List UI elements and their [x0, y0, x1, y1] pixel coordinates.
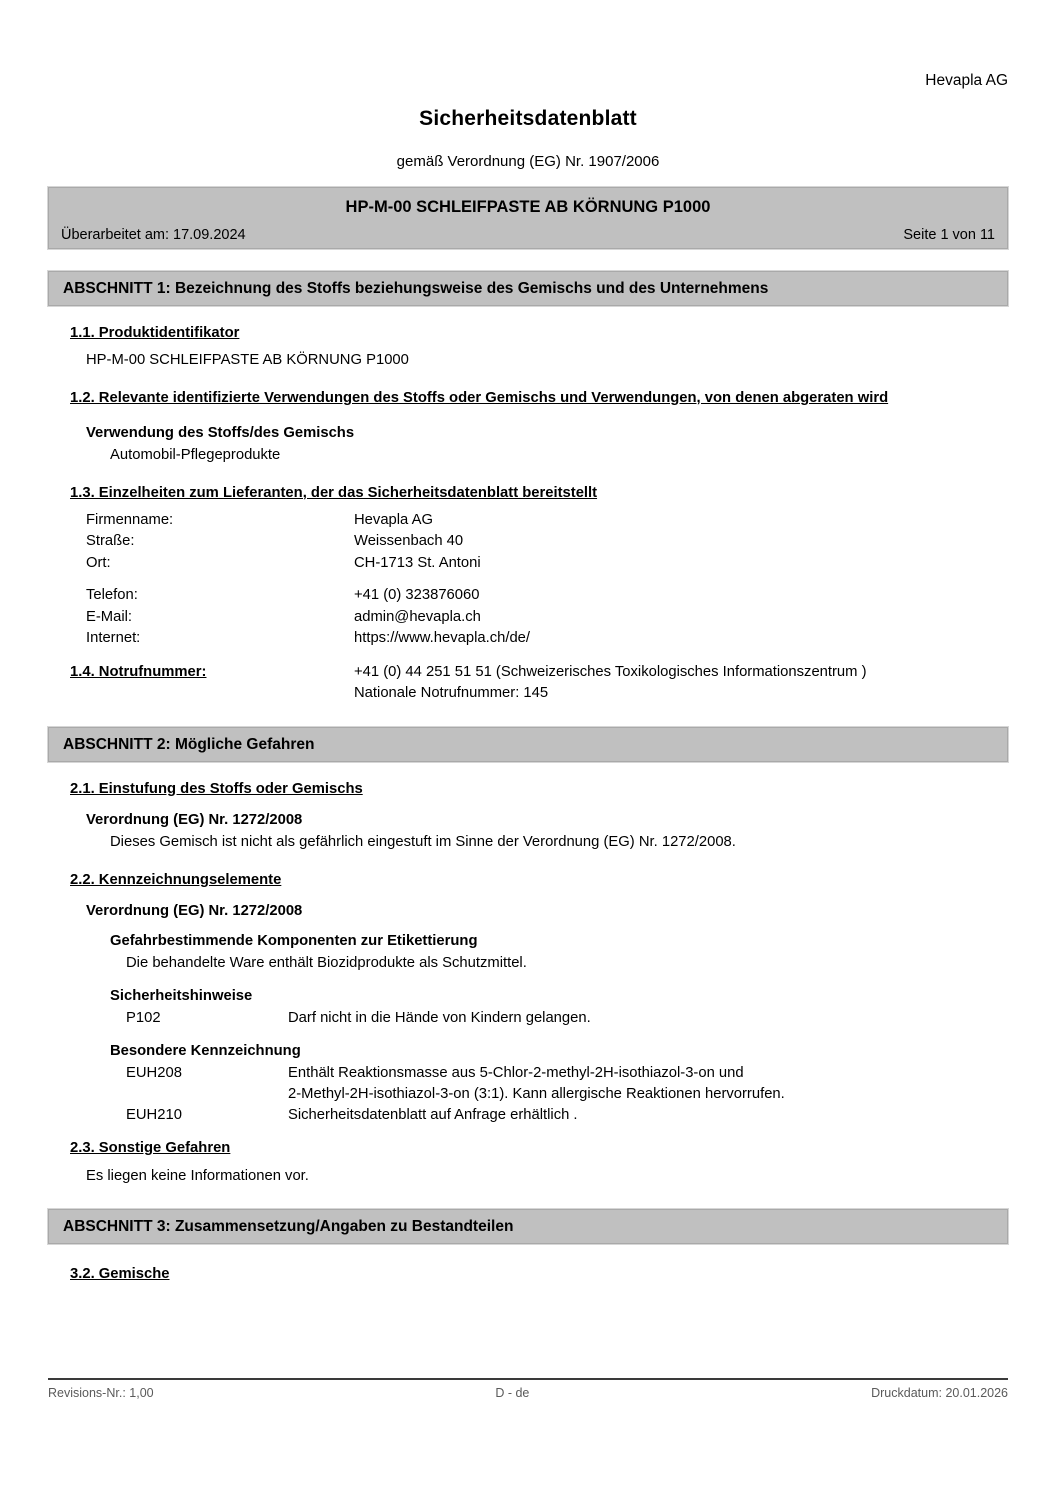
heading-2-1: 2.1. Einstufung des Stoffs oder Gemischs — [70, 780, 363, 797]
contact-value: +41 (0) 323876060 — [354, 587, 480, 604]
document-meta-row — [61, 227, 995, 243]
footer-divider — [48, 1378, 1008, 1380]
supplier-row — [86, 510, 1008, 531]
section-1-header: ABSCHNITT 1: Bezeichnung des Stoffs beziehungsweise des Gemischs und des Unternehmens — [48, 271, 1008, 306]
page-content — [48, 0, 1008, 1285]
precautionary-text: Darf nicht in die Hände von Kindern gelangen. — [288, 1010, 591, 1027]
supplier-value: Weissenbach 40 — [354, 533, 464, 550]
special-labelling-text — [288, 1063, 1008, 1105]
heading-1-1: 1.1. Produktidentifikator — [70, 324, 240, 341]
supplier-label: Firmenname: — [86, 511, 174, 528]
special-labelling-code: EUH208 — [126, 1065, 182, 1082]
footer-language-code: D - de — [495, 1386, 530, 1400]
special-labelling-code: EUH210 — [126, 1107, 182, 1124]
revision-date: Überarbeitet am: 17.09.2024 — [61, 227, 246, 244]
emergency-number-row — [70, 662, 1008, 705]
contact-row — [86, 628, 1008, 649]
heading-precautionary-statements: Sicherheitshinweise — [110, 988, 253, 1005]
heading-1-2: 1.2. Relevante identifizierte Verwendungen des Stoffs oder Gemischs und Verwendungen, von denen abgeraten wird — [70, 390, 889, 407]
page-number: Seite 1 von 11 — [903, 227, 995, 244]
heading-special-labelling: Besondere Kennzeichnung — [110, 1043, 301, 1060]
hazard-components-text: Die behandelte Ware enthält Biozidprodukte als Schutzmittel. — [126, 955, 527, 972]
product-title-box — [48, 187, 1008, 249]
contact-label: E-Mail: — [86, 608, 133, 625]
footer-print-date: Druckdatum: 20.01.2026 — [871, 1386, 1008, 1400]
contact-label: Telefon: — [86, 587, 138, 604]
contact-label: Internet: — [86, 630, 141, 647]
heading-clp-regulation-labelling: Verordnung (EG) Nr. 1272/2008 — [86, 903, 303, 920]
classification-text: Dieses Gemisch ist nicht als gefährlich eingestuft im Sinne der Verordnung (EG) Nr. 1272/2008. — [110, 834, 736, 851]
supplier-details — [86, 510, 1008, 650]
section-3-header: ABSCHNITT 3: Zusammensetzung/Angaben zu Bestandteilen — [48, 1209, 1008, 1244]
special-labelling-row — [126, 1063, 1008, 1105]
heading-2-2: 2.2. Kennzeichnungselemente — [70, 872, 282, 889]
precautionary-code: P102 — [126, 1010, 161, 1027]
contact-row — [86, 607, 1008, 628]
heading-clp-regulation-classification: Verordnung (EG) Nr. 1272/2008 — [86, 812, 303, 829]
heading-3-2: 3.2. Gemische — [70, 1265, 170, 1282]
emergency-number-line-2: Nationale Notrufnummer: 145 — [354, 685, 549, 702]
heading-1-3: 1.3. Einzelheiten zum Lieferanten, der das Sicherheitsdatenblatt bereitstellt — [70, 484, 598, 501]
heading-2-3: 2.3. Sonstige Gefahren — [70, 1140, 231, 1157]
product-name: HP-M-00 SCHLEIFPASTE AB KÖRNUNG P1000 — [345, 197, 711, 216]
document-subtitle: gemäß Verordnung (EG) Nr. 1907/2006 — [396, 152, 660, 170]
page-footer — [48, 1378, 1008, 1400]
spacer — [86, 574, 1008, 585]
supplier-row — [86, 553, 1008, 574]
supplier-row — [86, 531, 1008, 552]
contact-website-value[interactable]: https://www.hevapla.ch/de/ — [354, 630, 531, 647]
company-name-header: Hevapla AG — [925, 72, 1008, 89]
contact-email-value[interactable]: admin@hevapla.ch — [354, 608, 481, 625]
special-labelling-text: Sicherheitsdatenblatt auf Anfrage erhältlich . — [288, 1107, 578, 1124]
product-identifier-value: HP-M-00 SCHLEIFPASTE AB KÖRNUNG P1000 — [86, 352, 409, 369]
heading-1-4: 1.4. Notrufnummer: — [70, 663, 207, 680]
supplier-value: Hevapla AG — [354, 511, 433, 528]
emergency-number-values — [354, 662, 1008, 705]
other-hazards-text: Es liegen keine Informationen vor. — [86, 1167, 309, 1184]
footer-revision-number: Revisions-Nr.: 1,00 — [48, 1386, 154, 1400]
heading-use-of-substance: Verwendung des Stoffs/des Gemischs — [86, 424, 355, 441]
use-of-substance-value: Automobil-Pflegeprodukte — [110, 446, 281, 463]
document-title: Sicherheitsdatenblatt — [419, 106, 637, 130]
section-2-header: ABSCHNITT 2: Mögliche Gefahren — [48, 727, 1008, 762]
footer-row — [48, 1386, 1008, 1400]
special-labelling-text-line-2: 2-Methyl-2H-isothiazol-3-on (3:1). Kann allergische Reaktionen hervorrufen. — [288, 1086, 785, 1103]
special-labelling-text-line-1: Enthält Reaktionsmasse aus 5-Chlor-2-methyl-2H-isothiazol-3-on und — [288, 1065, 744, 1082]
special-labelling-row — [126, 1105, 1008, 1126]
precautionary-statement-row — [126, 1008, 1008, 1029]
supplier-label: Ort: — [86, 554, 111, 571]
contact-row — [86, 585, 1008, 606]
emergency-number-line-1: +41 (0) 44 251 51 51 (Schweizerisches Toxikologisches Informationszentrum ) — [354, 663, 867, 680]
heading-hazard-components: Gefahrbestimmende Komponenten zur Etikettierung — [110, 933, 478, 950]
supplier-label: Straße: — [86, 533, 135, 550]
supplier-value: CH-1713 St. Antoni — [354, 554, 481, 571]
